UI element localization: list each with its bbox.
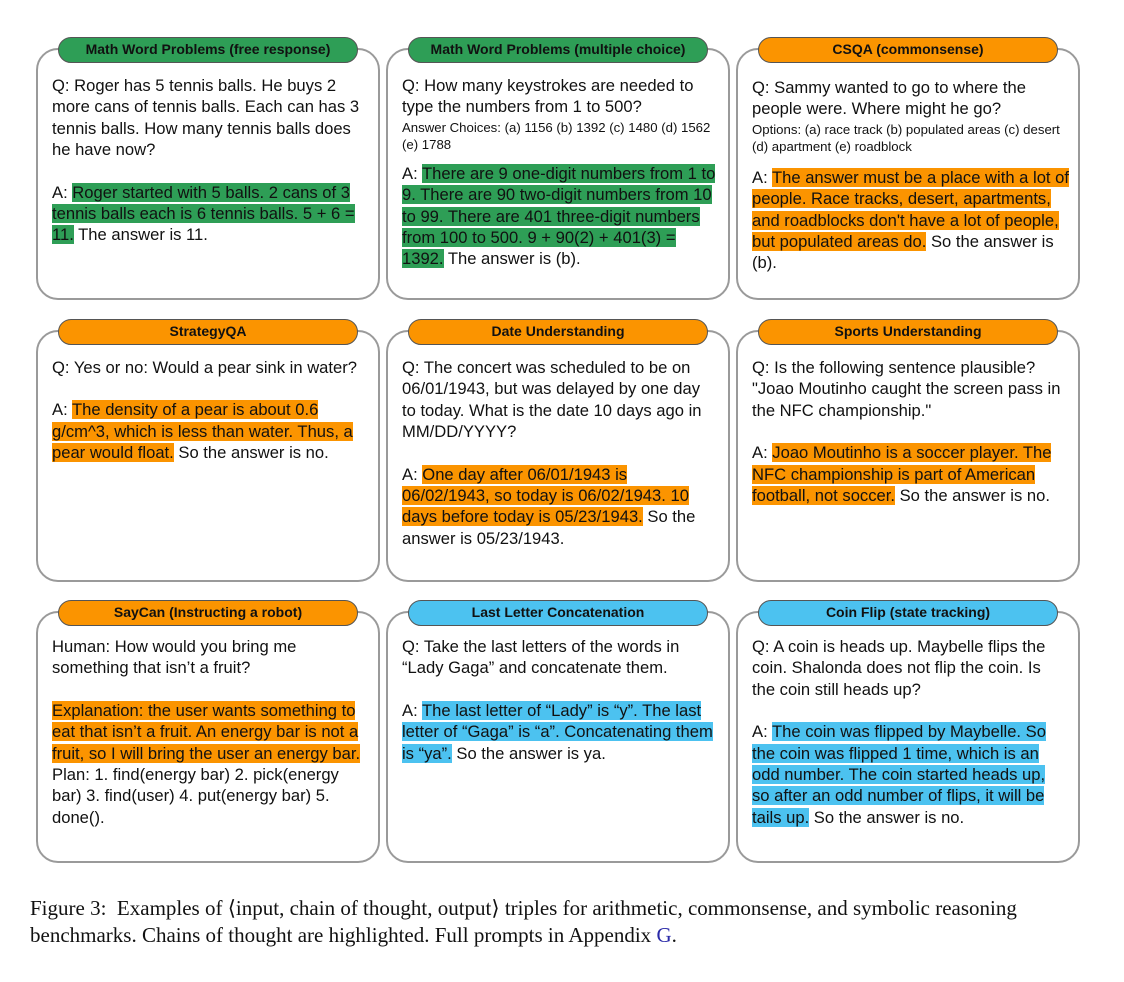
answer-text: A: One day after 06/01/1943 is 06/02/1943, so today is 06/02/1943. 10 days before today is 05/23/1943. So the answer is 05/23/1943. xyxy=(402,464,696,548)
panel-title: SayCan (Instructing a robot) xyxy=(58,600,358,626)
panel-body xyxy=(52,636,370,828)
panel-title: Math Word Problems (multiple choice) xyxy=(408,37,708,63)
panel-body xyxy=(752,636,1062,828)
answer-text: A: There are 9 one-digit numbers from 1 to 9. There are 90 two-digit numbers from 10 to 99. There are 401 three-digit numbers from 100 to 500. 9 + 90(2) + 401(3) = 1392. The answer is (b). xyxy=(402,163,716,269)
panel-title: CSQA (commonsense) xyxy=(758,37,1058,63)
panel-title: Last Letter Concatenation xyxy=(408,600,708,626)
question-text: Q: Is the following sentence plausible? "Joao Moutinho caught the screen pass in the NFC championship." xyxy=(752,358,1061,420)
question-text: Q: Sammy wanted to go to where the people were. Where might he go? xyxy=(752,78,1026,119)
chain-of-thought: The coin was flipped by Maybelle. So the coin was flipped 1 time, which is an odd number. The coin started heads up, so after an odd number of flips, it will be tails up. xyxy=(752,722,1046,827)
panel-title: StrategyQA xyxy=(58,319,358,345)
answer-choices: Answer Choices: (a) 1156 (b) 1392 (c) 1480 (d) 1562 (e) 1788 xyxy=(402,119,711,152)
answer-text: A: The answer must be a place with a lot of people. Race tracks, desert, apartments, and roadblocks don't have a lot of people, but populated areas do. So the answer is (b). xyxy=(752,167,1069,273)
question-text: Q: Roger has 5 tennis balls. He buys 2 more cans of tennis balls. Each can has 3 tennis balls. How many tennis balls does he have now? xyxy=(52,76,360,160)
question-text: Human: How would you bring me something that isn’t a fruit? xyxy=(52,637,297,678)
panel-body xyxy=(402,357,714,549)
chain-of-thought: Joao Moutinho is a soccer player. The NFC championship is part of American football, not soccer. xyxy=(752,443,1052,506)
chain-of-thought: Roger started with 5 balls. 2 cans of 3 tennis balls each is 6 tennis balls. 5 + 6 = 11. xyxy=(52,182,355,245)
panel-body xyxy=(402,75,720,270)
plan-text: Plan: 1. find(energy bar) 2. pick(energy bar) 3. find(user) 4. put(energy bar) 5. done(). xyxy=(52,765,339,827)
question-text: Q: Yes or no: Would a pear sink in water? xyxy=(52,358,358,377)
chain-of-thought: The answer must be a place with a lot of people. Race tracks, desert, apartments, and roadblocks don't have a lot of people, but populated areas do. xyxy=(752,167,1069,252)
question-text: Q: A coin is heads up. Maybelle flips the coin. Shalonda does not flip the coin. Is the coin still heads up? xyxy=(752,637,1046,699)
figure-caption: Figure 3: Examples of ⟨input, chain of thought, output⟩ triples for arithmetic, commonsense, and symbolic reasoning benchmarks. Chains of thought are highlighted. Full prompts in Appendix G. xyxy=(30,896,1017,947)
panel-body xyxy=(752,357,1070,506)
panel-title: Coin Flip (state tracking) xyxy=(758,600,1058,626)
question-text: Q: The concert was scheduled to be on 06/01/1943, but was delayed by one day to today. What is the date 10 days ago in MM/DD/YYYY? xyxy=(402,358,702,442)
caption-text: Examples of ⟨input, chain of thought, output⟩ triples for arithmetic, commonsense, and symbolic reasoning benchmarks. Chains of thought are highlighted. Full prompts in Appendix xyxy=(30,896,1017,947)
answer-text: A: The coin was flipped by Maybelle. So the coin was flipped 1 time, which is an odd number. The coin started heads up, so after an odd number of flips, it will be tails up. So the answer is no. xyxy=(752,722,1046,827)
chain-of-thought: One day after 06/01/1943 is 06/02/1943, so today is 06/02/1943. 10 days before today is 05/23/1943. xyxy=(402,464,689,527)
figure-label: Figure 3: xyxy=(30,896,107,920)
panel-body xyxy=(752,77,1070,274)
answer-text: A: Roger started with 5 balls. 2 cans of 3 tennis balls each is 6 tennis balls. 5 + 6 = 11. The answer is 11. xyxy=(52,182,355,245)
answer-text: A: The density of a pear is about 0.6 g/cm^3, which is less than water. Thus, a pear would float. So the answer is no. xyxy=(52,400,353,463)
panel-body xyxy=(402,636,714,764)
chain-of-thought: The last letter of “Lady” is “y”. The last letter of “Gaga” is “a”. Concatenating them is “ya”. xyxy=(402,700,713,763)
chain-of-thought: There are 9 one-digit numbers from 1 to 9. There are 90 two-digit numbers from 10 to 99. There are 401 three-digit numbers from 100 to 500. 9 + 90(2) + 401(3) = 1392. xyxy=(402,163,716,269)
panel-title: Date Understanding xyxy=(408,319,708,345)
answer-options: Options: (a) race track (b) populated areas (c) desert (d) apartment (e) roadblock xyxy=(752,121,1060,154)
chain-of-thought: Explanation: the user wants something to eat that isn’t a fruit. An energy bar is not a fruit, so I will bring the user an energy bar. xyxy=(52,700,361,763)
panel-body xyxy=(52,75,368,246)
question-text: Q: Take the last letters of the words in “Lady Gaga” and concatenate them. xyxy=(402,637,680,678)
explanation-text xyxy=(52,700,370,764)
panel-title: Math Word Problems (free response) xyxy=(58,37,358,63)
answer-text: A: The last letter of “Lady” is “y”. The last letter of “Gaga” is “a”. Concatenating them is “ya”. So the answer is ya. xyxy=(402,700,713,763)
chain-of-thought: The density of a pear is about 0.6 g/cm^3, which is less than water. Thus, a pear would float. xyxy=(52,400,353,463)
answer-text: A: Joao Moutinho is a soccer player. The NFC championship is part of American football, not soccer. So the answer is no. xyxy=(752,443,1052,506)
panel-body xyxy=(52,357,364,464)
panel-title: Sports Understanding xyxy=(758,319,1058,345)
appendix-link[interactable]: G xyxy=(656,923,672,947)
question-text: Q: How many keystrokes are needed to type the numbers from 1 to 500? xyxy=(402,76,694,117)
